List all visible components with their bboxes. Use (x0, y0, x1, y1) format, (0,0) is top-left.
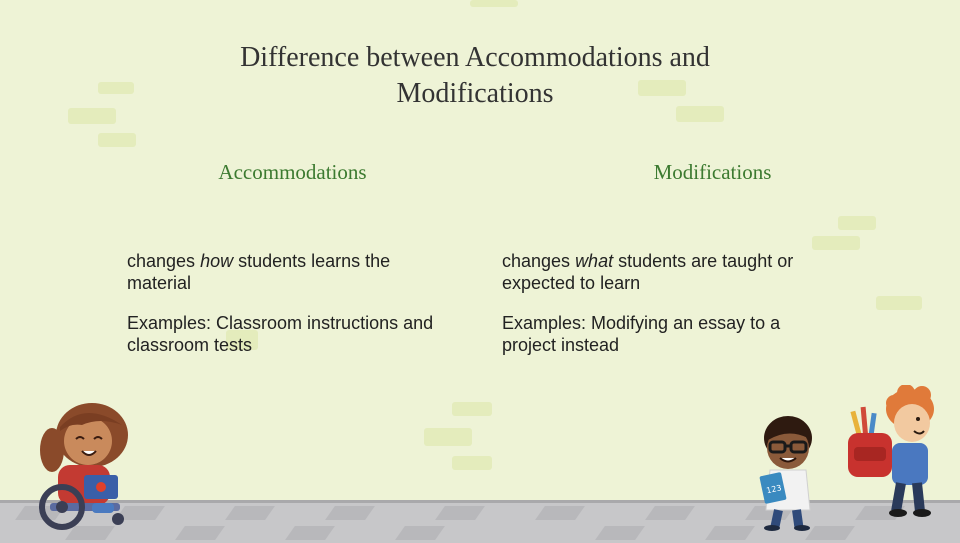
chalk-mark (876, 296, 922, 310)
definition-text: students learns the material (127, 251, 391, 293)
child-in-wheelchair-illustration (30, 395, 145, 530)
chalk-mark (68, 108, 116, 124)
svg-text:123: 123 (765, 483, 783, 496)
accommodations-examples: Examples: Classroom instructions and classroom tests (127, 313, 434, 355)
chalk-mark (98, 133, 136, 147)
emphasis-word: what (575, 251, 614, 271)
chalk-mark (452, 402, 492, 416)
child-with-backpack-illustration (840, 385, 940, 525)
chalk-mark (424, 428, 472, 446)
accommodations-header: Accommodations (218, 160, 367, 184)
chalk-mark (452, 456, 492, 470)
modifications-examples: Examples: Modifying an essay to a project instead (502, 313, 781, 355)
modifications-header: Modifications (653, 160, 772, 184)
chalk-mark (838, 216, 876, 230)
definition-text: students are taught or expected to learn (502, 251, 794, 293)
chalk-mark (98, 82, 134, 94)
chalk-mark (470, 0, 518, 7)
chalk-mark (812, 236, 860, 250)
definition-text: changes (127, 251, 201, 271)
modifications-definition (502, 250, 832, 294)
definition-text: changes (502, 251, 576, 271)
slide-title: Difference between Accommodations and Modifications (240, 42, 710, 109)
accommodations-definition (127, 250, 457, 294)
child-with-glasses-illustration (748, 410, 828, 532)
emphasis-word: how (200, 251, 234, 271)
